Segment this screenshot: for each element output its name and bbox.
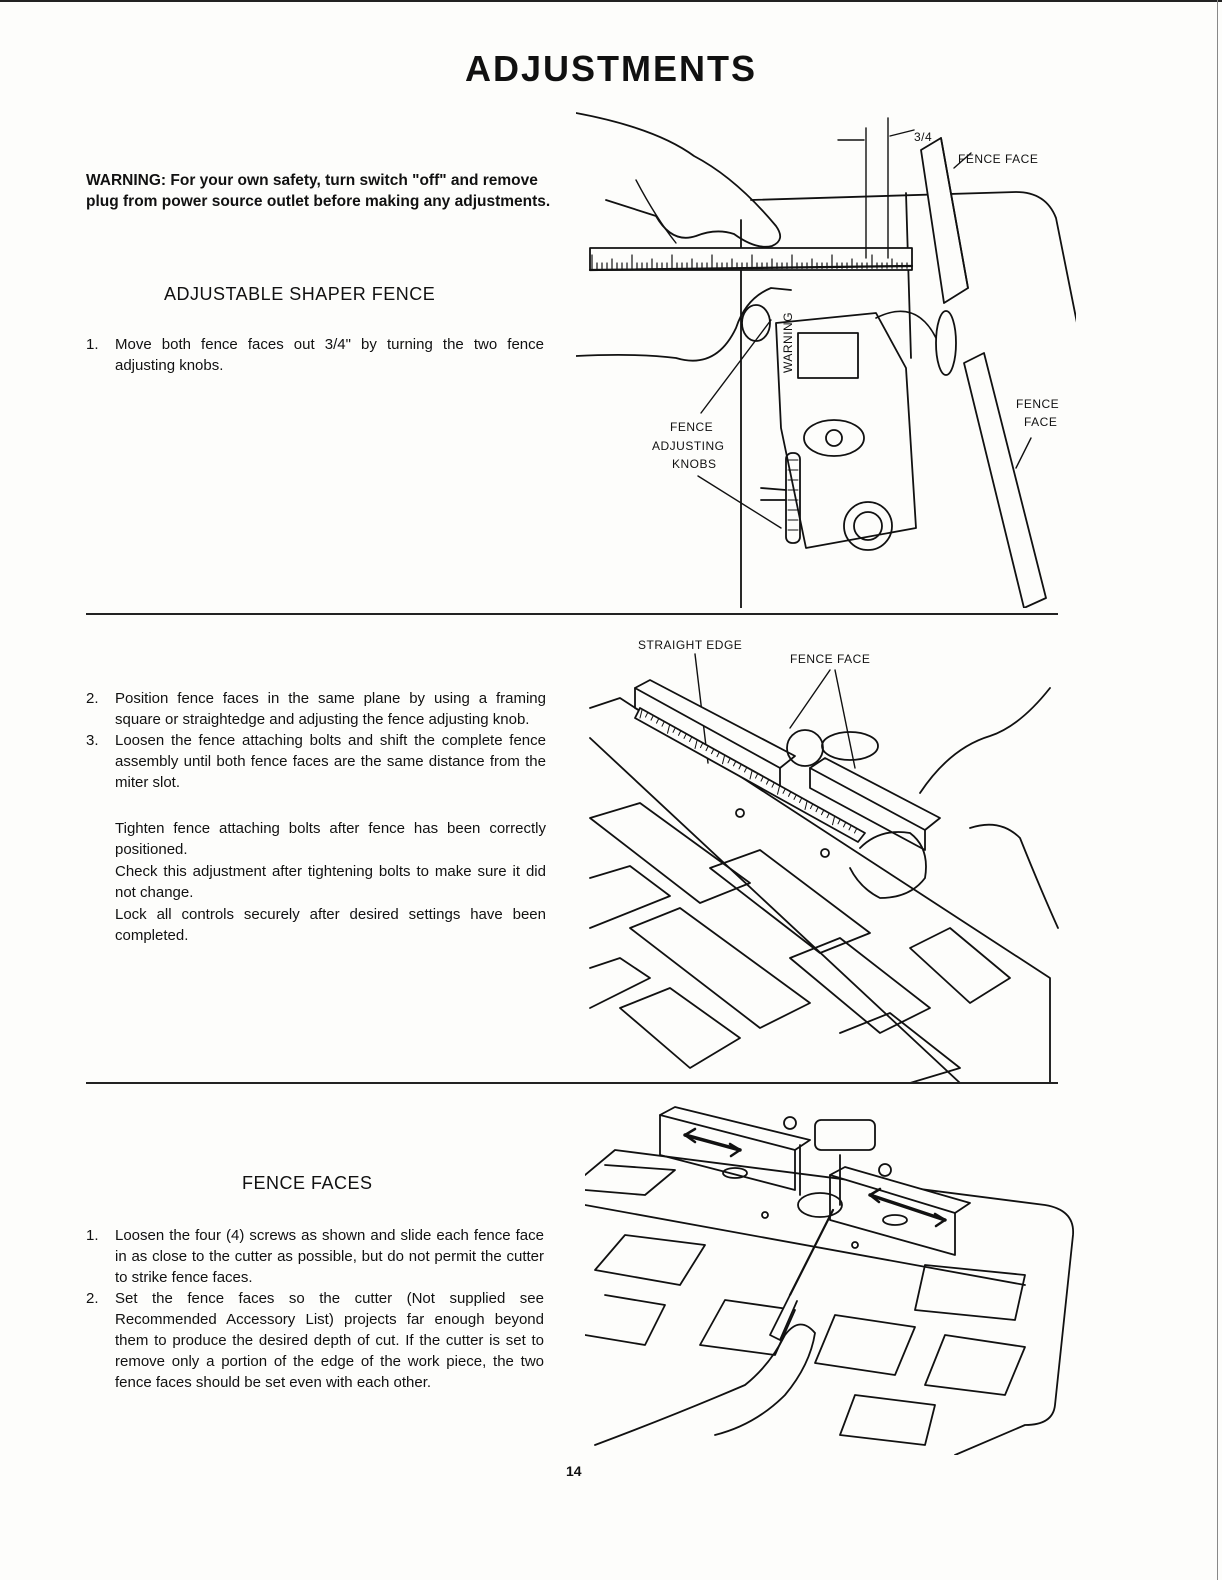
hand-lower (850, 832, 926, 898)
cutter-guard (787, 730, 823, 766)
screwdriver (790, 1210, 833, 1295)
cutter (798, 1193, 842, 1217)
section-divider (86, 1082, 1058, 1084)
label-warning-plate: WARNING (781, 311, 795, 373)
label-straight-edge: STRAIGHT EDGE (638, 638, 743, 652)
label-knobs-3: KNOBS (672, 457, 717, 471)
right-border (1217, 0, 1218, 1580)
label-fence-face-top: FENCE FACE (958, 152, 1039, 166)
warning-text: WARNING: For your own safety, turn switch "off" and remove plug from power source outlet before making any adjustments. (86, 172, 551, 210)
shaper-fence-steps (86, 334, 544, 376)
figure-fence-faces (585, 1095, 1080, 1455)
label-knobs-1: FENCE (670, 420, 714, 434)
fence-face-lower (964, 353, 1046, 608)
step-text: Set the fence faces so the cutter (Not supplied see Recommended Accessory List) projects far enough beyond them to produce the desired depth of cut. If the cutter is set to remove only a portion of the edge of the work piece, the two fence faces should be set even with each other. (115, 1290, 544, 1391)
label-fence-face: FENCE FACE (790, 652, 871, 666)
hand-middle (576, 288, 791, 361)
step-text: Loosen the four (4) screws as shown and slide each fence face in as close to the cutter as possible, but do not permit the cutter to strike fence faces. (115, 1227, 544, 1286)
list-item (86, 1288, 544, 1393)
list-item (86, 688, 546, 730)
note-tighten: Tighten fence attaching bolts after fence has been correctly positioned. (115, 820, 546, 858)
note-check: Check this adjustment after tightening bolts to make sure it did not change. (115, 863, 546, 901)
table-edge (590, 698, 1050, 1083)
label-dimension: 3/4 (914, 130, 933, 144)
list-item (86, 334, 544, 376)
label-knobs-2: ADJUSTING (652, 439, 725, 453)
adjusting-knob-upper (742, 305, 770, 341)
hand-top (576, 113, 780, 247)
position-steps (86, 688, 546, 793)
ruler (590, 248, 912, 270)
list-item (86, 730, 546, 793)
step-text: Loosen the fence attaching bolts and shift the complete fence assembly until both fence faces are the same distance from the miter slot. (115, 732, 546, 791)
heading-fence-faces: FENCE FACES (242, 1173, 373, 1193)
section-divider (86, 613, 1058, 615)
table-edge (585, 1150, 1073, 1455)
page-number: 14 (566, 1463, 582, 1479)
page-title: ADJUSTMENTS (464, 48, 758, 89)
step-number: 2. (86, 1290, 99, 1307)
step-text: Position fence faces in the same plane by using a framing square or straightedge and adjusting the fence adjusting knob. (115, 690, 546, 728)
step-number: 1. (86, 336, 99, 353)
spindle (936, 311, 956, 375)
heading-adjustable-shaper-fence: ADJUSTABLE SHAPER FENCE (164, 284, 436, 304)
note-lock: Lock all controls securely after desired settings have been completed. (115, 906, 546, 944)
arrow-left-face (685, 1135, 740, 1150)
fence-faces-steps (86, 1225, 544, 1393)
step-number: 3. (86, 732, 99, 749)
label-fence-face-right-2: FACE (1024, 415, 1058, 429)
step-number: 2. (86, 690, 99, 707)
figure-fence-adjusting-knobs (576, 108, 1076, 608)
shaper-body (776, 313, 916, 548)
label-fence-face-right-1: FENCE (1016, 397, 1060, 411)
hand-right (920, 688, 1058, 928)
top-border (0, 0, 1222, 2)
list-item (86, 1225, 544, 1288)
step-text: Move both fence faces out 3/4" by turning the two fence adjusting knobs. (115, 336, 544, 374)
table-ribs (590, 803, 1010, 1083)
shaper-head (815, 1120, 875, 1150)
step-number: 1. (86, 1227, 99, 1244)
figure-straight-edge (580, 628, 1070, 1083)
